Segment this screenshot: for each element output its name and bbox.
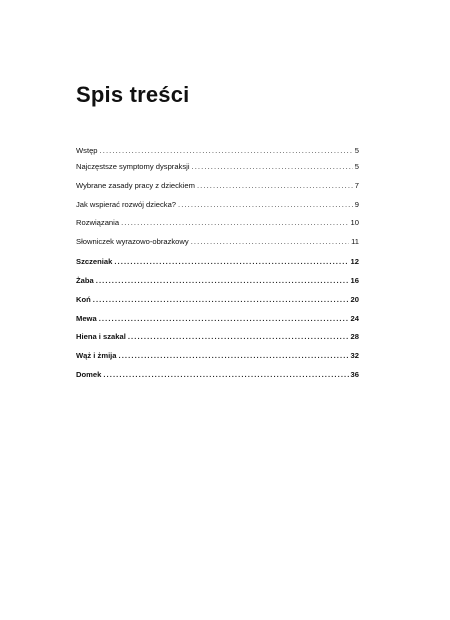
dot-leader <box>121 216 348 230</box>
dot-leader <box>96 274 349 288</box>
toc-entry-label: Jak wspierać rozwój dziecka? <box>76 200 177 209</box>
toc-entry-page: 5 <box>354 162 359 171</box>
toc-entry[interactable] <box>76 198 359 212</box>
toc-entry-label: Rozwiązania <box>76 218 120 227</box>
dot-leader <box>128 330 349 344</box>
toc-entry-label: Domek <box>76 370 102 379</box>
dot-leader <box>192 160 353 174</box>
page-title: Spis treści <box>76 82 190 107</box>
toc-entry[interactable] <box>76 368 359 382</box>
toc-entry-page: 9 <box>354 200 359 209</box>
toc-entry[interactable] <box>76 216 359 230</box>
toc-entry-label: Żaba <box>76 276 94 285</box>
toc-entry-page: 28 <box>350 332 359 341</box>
dot-leader <box>99 312 349 326</box>
toc-entry-page: 10 <box>350 218 359 227</box>
toc-entry[interactable] <box>76 235 359 249</box>
toc-entry-label: Mewa <box>76 314 97 323</box>
toc-entry-page: 5 <box>354 146 359 155</box>
toc-entry-page: 7 <box>354 181 359 190</box>
toc-entry-label: Szczeniak <box>76 257 113 266</box>
toc-entry-page: 32 <box>350 351 359 360</box>
toc-entry[interactable] <box>76 312 359 326</box>
toc-entry-page: 24 <box>350 314 359 323</box>
toc-entry-page: 36 <box>350 370 359 379</box>
toc-entry-label: Wąż i żmija <box>76 351 117 360</box>
dot-leader <box>100 144 353 158</box>
toc-entry[interactable] <box>76 274 359 288</box>
toc-entry[interactable] <box>76 330 359 344</box>
toc-entry-label: Najczęstsze symptomy dyspraksji <box>76 162 190 171</box>
dot-leader <box>178 198 353 212</box>
toc-entry-page: 12 <box>350 257 359 266</box>
toc-entry-page: 20 <box>350 295 359 304</box>
toc-entry[interactable] <box>76 293 359 307</box>
toc-entry-label: Koń <box>76 295 91 304</box>
dot-leader <box>103 368 348 382</box>
dot-leader <box>114 255 348 269</box>
toc-entry-label: Hiena i szakal <box>76 332 126 341</box>
toc-entry-page: 11 <box>351 237 359 246</box>
toc-entry-label: Wstęp <box>76 146 98 155</box>
dot-leader <box>191 235 349 249</box>
toc-entry-label: Wybrane zasady pracy z dzieckiem <box>76 181 195 190</box>
dot-leader <box>197 179 353 193</box>
dot-leader <box>93 293 349 307</box>
toc-entry-page: 16 <box>350 276 359 285</box>
toc-entry[interactable] <box>76 255 359 269</box>
dot-leader <box>119 349 349 363</box>
toc-entry[interactable] <box>76 349 359 363</box>
toc-entry[interactable] <box>76 160 359 174</box>
toc-entry-label: Słowniczek wyrazowo-obrazkowy <box>76 237 189 246</box>
toc-entry[interactable] <box>76 144 359 158</box>
toc-entry[interactable] <box>76 179 359 193</box>
